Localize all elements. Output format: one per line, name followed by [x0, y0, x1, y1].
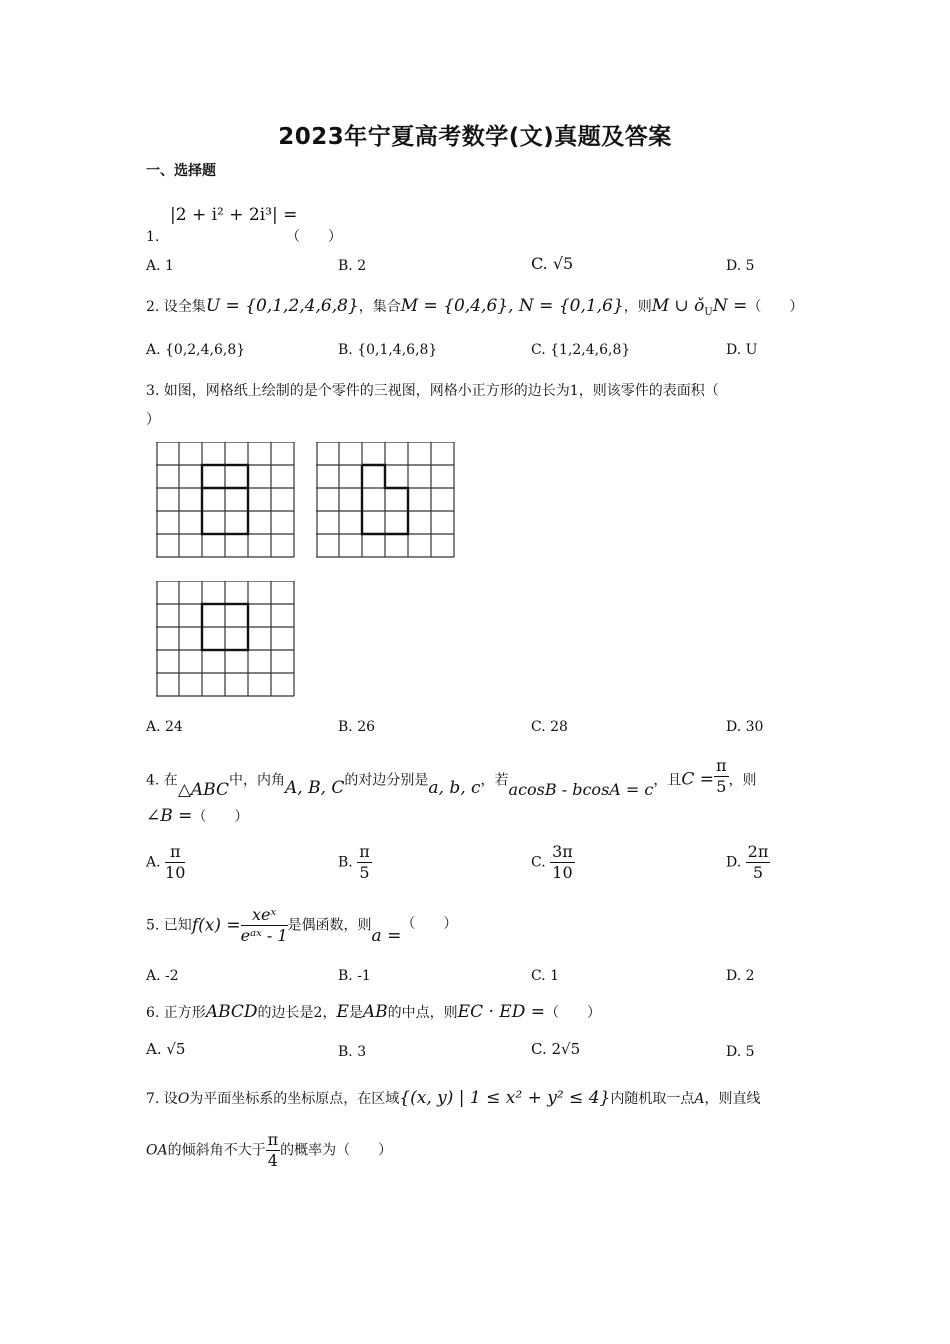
option-fraction	[746, 842, 771, 883]
question-text: 的边长是2，	[257, 1005, 337, 1021]
line-oa: OA	[146, 1142, 168, 1159]
option-fraction	[357, 842, 372, 883]
option-c: C. 28	[531, 719, 568, 735]
question-6	[146, 1002, 601, 1023]
top-view-grid	[156, 581, 296, 697]
set-u: U = {0,1,2,4,6,8}	[205, 296, 359, 316]
question-text: 4. 在	[146, 772, 178, 789]
question-text: 为平面坐标系的坐标原点，在区域	[189, 1091, 400, 1107]
denominator: 4	[267, 1151, 278, 1170]
c-equals: C =	[681, 769, 715, 790]
question-text: 6. 正方形	[146, 1005, 206, 1021]
option-d: D. 30	[726, 719, 764, 735]
question-text: 中，内角	[228, 772, 285, 789]
option-c: C. 1	[531, 968, 560, 984]
denominator: 5	[752, 863, 764, 882]
option-c: C. 2√5	[531, 1040, 581, 1058]
question-text: 2. 设全集	[146, 299, 206, 315]
option-d: D. 5	[726, 1044, 755, 1060]
question-7-line-2	[146, 1130, 392, 1171]
page-title: 2023年宁夏高考数学(文)真题及答案	[278, 124, 672, 150]
answer-paren: （ ）	[286, 229, 342, 245]
question-text: ，则直线	[704, 1091, 761, 1107]
question-text: 的倾斜角不大于	[167, 1142, 266, 1159]
option-label: B.	[338, 854, 353, 871]
question-text: ，且	[653, 772, 682, 789]
denominator: 10	[552, 863, 573, 882]
question-number: 1.	[146, 229, 160, 245]
option-a: A. 24	[146, 719, 183, 735]
question-text: 是	[348, 1005, 363, 1021]
question-text: ，若	[480, 772, 509, 789]
option-b: B. 2	[338, 258, 367, 274]
side-view-grid	[316, 442, 456, 558]
option-label: C.	[531, 854, 546, 871]
question-5	[146, 905, 457, 946]
denominator: 5	[716, 777, 727, 796]
fraction-pi-over-5	[714, 756, 729, 797]
dot-product: EC · ED =	[457, 1002, 545, 1022]
numerator: π	[716, 756, 727, 775]
angles: A, B, C	[284, 777, 345, 798]
modulus-expression: |2 + i² + 2i³| =	[170, 205, 298, 225]
segment-ab: AB	[362, 1002, 388, 1022]
front-view-grid	[156, 442, 296, 558]
question-7	[146, 1088, 760, 1109]
option-b: B. 3	[338, 1044, 367, 1060]
numerator: π	[359, 842, 370, 861]
cosine-equation: acosB - bcosA = c	[508, 779, 654, 799]
complement-subscript: U	[704, 306, 713, 318]
option-b: B. {0,1,4,6,8}	[338, 342, 438, 358]
question-text: ，则	[728, 772, 757, 789]
union-expression: M ∪ ǒ	[651, 296, 705, 316]
denominator: eᵃˣ - 1	[240, 926, 288, 945]
question-4-line-2	[146, 806, 248, 827]
question-text: 的中点，则	[387, 1005, 458, 1021]
function-fraction	[241, 905, 288, 946]
option-b: B. -1	[338, 968, 371, 984]
option-a: A. {0,2,4,6,8}	[146, 342, 246, 358]
numerator: 2π	[747, 842, 769, 861]
answer-paren: （ ）	[192, 809, 249, 825]
option-c: C. {1,2,4,6,8}	[531, 342, 631, 358]
question-text: 是偶函数，则	[287, 917, 372, 934]
answer-paren: （ ）	[401, 915, 458, 932]
question-text: 的概率为（ ）	[280, 1142, 393, 1159]
point-a: A	[694, 1091, 705, 1107]
sides: a, b, c	[428, 777, 481, 798]
option-d: D. U	[726, 342, 758, 358]
option-label: D.	[726, 854, 742, 871]
origin-o: O	[177, 1091, 190, 1107]
question-text: 5. 已知	[146, 917, 192, 934]
point-e: E	[336, 1002, 349, 1022]
numerator: xeˣ	[241, 905, 288, 926]
option-fraction	[165, 842, 185, 883]
option-d: D. 2	[726, 968, 755, 984]
question-text: ，则	[623, 299, 652, 315]
question-3-line-1: 3. 如图，网格纸上绘制的是个零件的三视图，网格小正方形的边长为1，则该零件的表面积（	[146, 383, 719, 399]
question-text: ，集合	[358, 299, 401, 315]
question-2	[146, 296, 803, 323]
answer-paren: （ ）	[747, 299, 804, 315]
function-f: f(x) =	[191, 915, 241, 936]
region-set: {(x, y) | 1 ≤ x² + y² ≤ 4}	[399, 1088, 611, 1108]
angle-b-equals: ∠B =	[146, 806, 193, 826]
fraction-pi-over-4	[266, 1130, 281, 1171]
question-3-line-2: ）	[146, 412, 160, 428]
triangle-abc: △ABC	[177, 779, 229, 800]
square-abcd: ABCD	[205, 1002, 258, 1022]
option-a	[146, 842, 185, 883]
union-expression-tail: N =	[712, 296, 748, 316]
section-heading: 一、选择题	[146, 163, 216, 179]
option-b	[338, 842, 372, 883]
option-label: A.	[146, 854, 161, 871]
denominator: 10	[165, 863, 186, 882]
set-m-n: M = {0,4,6}, N = {0,1,6}	[400, 296, 624, 316]
option-a: A. -2	[146, 968, 179, 984]
question-text: 的对边分别是	[344, 772, 429, 789]
option-c	[531, 842, 575, 883]
question-text: 内随机取一点	[610, 1091, 695, 1107]
numerator: π	[165, 842, 185, 863]
option-a: A. √5	[146, 1040, 186, 1058]
option-d	[726, 842, 770, 883]
numerator: π	[267, 1130, 279, 1149]
question-text: 7. 设	[146, 1091, 178, 1107]
a-equals: a =	[371, 925, 402, 946]
question-4	[146, 756, 757, 801]
answer-paren: （ ）	[545, 1005, 601, 1021]
option-fraction	[550, 842, 575, 883]
denominator: 5	[359, 863, 370, 882]
option-a: A. 1	[146, 258, 174, 274]
option-c: C. √5	[531, 254, 574, 273]
option-d: D. 5	[726, 258, 755, 274]
option-b: B. 26	[338, 719, 376, 735]
numerator: 3π	[552, 842, 573, 861]
